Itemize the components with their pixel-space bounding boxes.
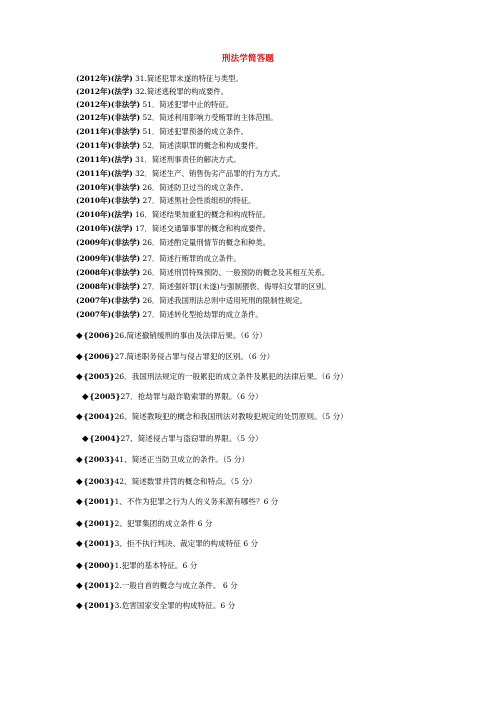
question-year: {2003} bbox=[83, 455, 115, 464]
question-year: (2009年) bbox=[76, 254, 111, 263]
question-text: 27．简述黑社会性质组织的特征。 bbox=[140, 196, 256, 205]
diamond-bullet-icon: ◆ bbox=[76, 581, 83, 591]
question-text: 27、简述侵占罪与盗窃罪的界限。（5 分） bbox=[120, 434, 263, 443]
question-item bbox=[76, 169, 285, 178]
question-category: (法学) bbox=[110, 155, 133, 164]
question-category: (法学) bbox=[110, 169, 133, 178]
question-item bbox=[76, 412, 348, 422]
question-year: {2005} bbox=[89, 392, 121, 401]
question-item bbox=[76, 539, 258, 549]
question-year: {2001} bbox=[83, 601, 115, 610]
question-year: {2001} bbox=[83, 581, 115, 590]
question-category: (非法学) bbox=[110, 141, 141, 150]
page-title: 刑法学简答题 bbox=[221, 54, 275, 64]
question-item bbox=[82, 434, 263, 444]
question-item bbox=[76, 352, 274, 362]
diamond-bullet-icon: ◆ bbox=[76, 539, 83, 549]
question-text: 17．简述交通肇事罪的概念和构成要件。 bbox=[132, 224, 271, 233]
question-text: 26、简述教唆犯的概念和我国刑法对教唆犯规定的处罚原则。（5 分） bbox=[114, 412, 348, 421]
question-year: {2006} bbox=[83, 352, 115, 361]
question-text: 27．简述转化型抢劫罪的成立条件。 bbox=[140, 310, 263, 319]
question-item bbox=[76, 310, 263, 319]
question-year: (2008年) bbox=[76, 268, 111, 277]
question-year: (2010年) bbox=[76, 210, 111, 219]
question-text: 51．简述犯罪预备的成立条件。 bbox=[140, 127, 248, 136]
question-category: (非法学) bbox=[110, 183, 141, 192]
question-year: (2010年) bbox=[76, 196, 111, 205]
diamond-bullet-icon: ◆ bbox=[76, 331, 83, 341]
question-category: (非法学) bbox=[110, 268, 141, 277]
diamond-bullet-icon: ◆ bbox=[76, 601, 83, 611]
question-text: 27．抢劫罪与敲诈勒索罪的界限。（6 分） bbox=[120, 392, 263, 401]
question-year: {2004} bbox=[89, 434, 121, 443]
question-year: {2006} bbox=[83, 331, 115, 340]
question-year: {2001} bbox=[83, 539, 115, 548]
question-text: 16．简述结果加重犯的概念和构成特征。 bbox=[132, 210, 271, 219]
question-item bbox=[76, 561, 197, 571]
question-year: (2012年) bbox=[76, 100, 111, 109]
question-item bbox=[76, 141, 263, 150]
question-text: 41、简述正当防卫成立的条件。（5 分） bbox=[114, 455, 250, 464]
question-item bbox=[76, 210, 270, 219]
question-text: 51．简述犯罪中止的特征。 bbox=[140, 100, 234, 109]
diamond-bullet-icon: ◆ bbox=[76, 477, 83, 487]
question-category: (非法学) bbox=[110, 282, 141, 291]
question-text: 31．简述刑事责任的解决方式。 bbox=[132, 155, 241, 164]
question-text: 2、犯罪集团的成立条件 6 分 bbox=[114, 519, 213, 528]
question-category: (非法学) bbox=[110, 238, 141, 247]
question-item bbox=[76, 282, 331, 291]
question-year: {2004} bbox=[83, 412, 115, 421]
question-text: 52．简述渎职罪的概念和构成要件。 bbox=[140, 141, 263, 150]
question-item bbox=[76, 183, 248, 192]
question-item bbox=[76, 372, 348, 382]
question-item bbox=[82, 392, 263, 402]
question-year: {2003} bbox=[83, 477, 115, 486]
question-category: (非法学) bbox=[110, 310, 141, 319]
diamond-bullet-icon: ◆ bbox=[76, 412, 83, 422]
diamond-bullet-icon: ◆ bbox=[76, 497, 83, 507]
question-text: 26．简述我国刑法总则中适用死刑的限制性规定。 bbox=[140, 296, 308, 305]
question-item bbox=[76, 87, 228, 96]
question-year: (2011年) bbox=[76, 155, 111, 164]
question-year: (2010年) bbox=[76, 183, 111, 192]
question-text: 26．简述酌定量刑情节的概念和种类。 bbox=[140, 238, 271, 247]
question-item bbox=[76, 331, 267, 341]
question-text: 52．简述利用影响力受贿罪的主体范围。 bbox=[140, 113, 278, 122]
question-text: 1.犯罪的基本特征。6 分 bbox=[114, 561, 198, 570]
question-year: {2000} bbox=[83, 561, 115, 570]
question-category: (非法学) bbox=[110, 254, 141, 263]
question-item bbox=[76, 601, 235, 611]
question-text: 32．简述生产、销售伪劣产品罪的行为方式。 bbox=[132, 169, 285, 178]
question-text: 3.危害国家安全罪的构成特征。6 分 bbox=[114, 601, 236, 610]
question-year: (2011年) bbox=[76, 127, 111, 136]
question-item bbox=[76, 497, 278, 507]
question-text: 31.简述犯罪未遂的特征与类型。 bbox=[132, 74, 243, 83]
question-category: (法学) bbox=[110, 210, 133, 219]
diamond-bullet-icon: ◆ bbox=[82, 434, 89, 444]
question-text: 2.一般自首的概念与成立条件。 6 分 bbox=[114, 581, 238, 590]
question-item bbox=[76, 477, 257, 487]
question-text: 26．简述刑罚特殊预防、一般预防的概念及其相互关系。 bbox=[140, 268, 330, 277]
question-text: 3、拒不执行判决、裁定罪的构成特征 6 分 bbox=[114, 539, 259, 548]
question-category: (非法学) bbox=[110, 113, 141, 122]
question-year: (2009年) bbox=[76, 238, 111, 247]
question-item bbox=[76, 581, 238, 591]
question-year: (2012年) bbox=[76, 113, 111, 122]
question-text: 42、简述数罪并罚的概念和特点。（5 分） bbox=[114, 477, 257, 486]
question-text: 26．我国刑法规定的一般累犯的成立条件及累犯的法律后果。（6 分） bbox=[114, 372, 348, 381]
question-item bbox=[76, 455, 249, 465]
question-category: (非法学) bbox=[110, 127, 141, 136]
question-year: (2007年) bbox=[76, 310, 111, 319]
question-item bbox=[76, 196, 255, 205]
question-text: 1、不作为犯罪之行为人的义务来源有哪些？6 分 bbox=[114, 497, 279, 506]
question-year: (2007年) bbox=[76, 296, 111, 305]
question-text: 27.简述职务侵占罪与侵占罪犯的区别。（6 分） bbox=[114, 352, 275, 361]
question-item bbox=[76, 254, 241, 263]
question-item bbox=[76, 74, 243, 83]
question-item bbox=[76, 224, 270, 233]
question-text: 26．简述防卫过当的成立条件。 bbox=[140, 183, 248, 192]
diamond-bullet-icon: ◆ bbox=[76, 372, 83, 382]
question-year: (2012年) bbox=[76, 74, 111, 83]
question-year: {2001} bbox=[83, 497, 115, 506]
question-item bbox=[76, 238, 270, 247]
question-item bbox=[76, 113, 278, 122]
question-year: (2012年) bbox=[76, 87, 111, 96]
question-item bbox=[76, 155, 241, 164]
question-year: (2011年) bbox=[76, 169, 111, 178]
question-year: {2005} bbox=[83, 372, 115, 381]
question-category: (非法学) bbox=[110, 100, 141, 109]
question-year: (2011年) bbox=[76, 141, 111, 150]
diamond-bullet-icon: ◆ bbox=[76, 519, 83, 529]
diamond-bullet-icon: ◆ bbox=[82, 392, 89, 402]
question-category: (法学) bbox=[110, 224, 133, 233]
question-item bbox=[76, 100, 233, 109]
question-category: (法学) bbox=[110, 87, 133, 96]
question-category: (非法学) bbox=[110, 196, 141, 205]
diamond-bullet-icon: ◆ bbox=[76, 352, 83, 362]
question-category: (非法学) bbox=[110, 296, 141, 305]
question-item bbox=[76, 268, 329, 277]
question-text: 27．简述强奸罪[(未遂)与强制猥亵、侮辱妇女罪的区别。 bbox=[140, 282, 331, 291]
question-text: 26.简述撤销缓刑的事由及法律后果。（6 分） bbox=[114, 331, 267, 340]
question-category: (法学) bbox=[110, 74, 133, 83]
question-year: (2010年) bbox=[76, 224, 111, 233]
question-item bbox=[76, 296, 307, 305]
question-year: (2008年) bbox=[76, 282, 111, 291]
diamond-bullet-icon: ◆ bbox=[76, 561, 83, 571]
question-text: 27．简述行贿罪的成立条件。 bbox=[140, 254, 241, 263]
question-item bbox=[76, 519, 212, 529]
question-year: {2001} bbox=[83, 519, 115, 528]
question-text: 32.简述逃税罪的构成要件。 bbox=[132, 87, 229, 96]
diamond-bullet-icon: ◆ bbox=[76, 455, 83, 465]
question-item bbox=[76, 127, 248, 136]
